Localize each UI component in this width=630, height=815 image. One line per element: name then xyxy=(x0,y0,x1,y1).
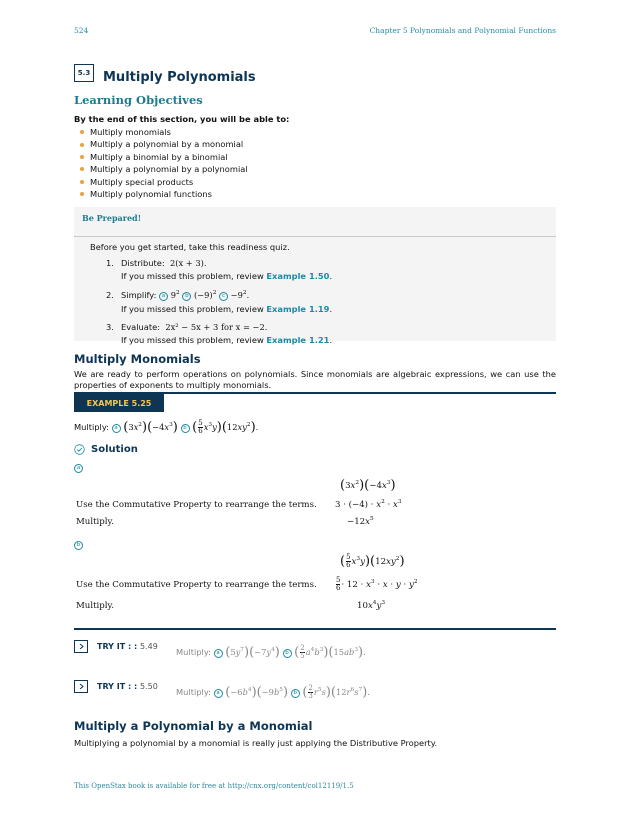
part-a-icon: a xyxy=(74,464,83,473)
question-3: Evaluate: 2x² − 5x + 3 for x = −2. xyxy=(121,322,268,332)
try-it-label: TRY IT : : 5.50 xyxy=(97,682,158,691)
multiply-monomials-paragraph: We are ready to perform operations on polynomials. Since monomials are algebraic expressions, we can use the properties of exponents to multiply monomials. xyxy=(74,369,556,390)
math-expression: $(5y^7)(-7y^4)$ xyxy=(225,645,280,660)
bullet-icon xyxy=(80,180,84,184)
question-number: 2. xyxy=(106,290,114,300)
bullet-icon xyxy=(80,167,84,171)
be-prepared-intro: Before you get started, take this readiness quiz. xyxy=(90,242,290,252)
example-link[interactable]: Example 1.21 xyxy=(266,335,330,345)
part-c-icon: c xyxy=(219,292,228,301)
example-link[interactable]: Example 1.19 xyxy=(266,304,330,314)
step-label: Multiply. xyxy=(76,517,114,527)
question-1-review: If you missed this problem, review Example 1.50. xyxy=(121,271,333,281)
example-link[interactable]: Example 1.50 xyxy=(266,271,330,281)
list-item: Multiply a polynomial by a monomial xyxy=(80,138,248,150)
math-expression: ( $\frac{2}{5}$ $a^4b^3)(15ab^3)$. xyxy=(294,644,366,660)
section-number-badge: 5.3 xyxy=(74,64,94,82)
question-3-review: If you missed this problem, review Example 1.21. xyxy=(121,335,333,345)
list-item: Multiply monomials xyxy=(80,126,248,138)
step-label: Use the Commutative Property to rearrange the terms. xyxy=(76,580,317,590)
part-b-icon: b xyxy=(181,424,190,433)
solution-title: Solution xyxy=(91,444,138,455)
question-2-review: If you missed this problem, review Example 1.19. xyxy=(121,304,333,314)
math-expression: $3 \cdot (-4) \cdot x^2 \cdot x^3$ xyxy=(335,499,402,510)
page-number: 524 xyxy=(74,26,89,35)
part-a-icon: a xyxy=(112,424,121,433)
question-2: Simplify: a $9^2$ b $(-9)^2$ $c -9^2$. xyxy=(121,290,250,300)
math-expression: ( $\frac{2}{3}$ $r^5s)(12r^6s^7)$. xyxy=(302,684,370,700)
footer-text: This OpenStax book is available for free at http://cnx.org/content/col12119/1.5 xyxy=(74,782,354,790)
math-expression: $(-6b^4)(-9b^5)$ xyxy=(225,685,289,700)
chevron-right-icon xyxy=(78,683,85,690)
math-expression: $(3x^2)(-4x^3)$ xyxy=(340,478,396,493)
part-b-label xyxy=(74,540,83,550)
math-expression: ( $\frac{5}{6}$ $x^3y)(12xy^2)$. xyxy=(192,419,259,435)
part-a-icon: a xyxy=(214,689,223,698)
part-a-icon: a xyxy=(214,649,223,658)
expand-button[interactable] xyxy=(74,640,88,653)
bullet-icon xyxy=(80,192,84,196)
example-end-rule xyxy=(74,628,556,630)
math-expression: $9^2$ xyxy=(170,290,180,300)
math-expression: $(3x^2)(-4x^3)$ xyxy=(123,420,178,435)
poly-by-mono-heading: Multiply a Polynomial by a Monomial xyxy=(74,719,313,733)
part-b-icon: b xyxy=(182,292,191,301)
learning-objectives-intro: By the end of this section, you will be able to: xyxy=(74,114,290,124)
bullet-icon xyxy=(80,155,84,159)
part-a-icon: a xyxy=(159,292,168,301)
math-expression: $10x^4y^3$ xyxy=(357,600,386,611)
example-label: EXAMPLE 5.25 xyxy=(74,394,164,412)
list-item: Multiply a polynomial by a polynomial xyxy=(80,163,248,175)
math-expression: 2(x + 3). xyxy=(169,258,207,268)
learning-objectives-heading: Learning Objectives xyxy=(74,93,203,107)
math-expression: x = −2. xyxy=(235,322,268,332)
step-label: Multiply. xyxy=(76,601,114,611)
list-item: Multiply polynomial functions xyxy=(80,188,248,200)
math-expression: ( $\frac{5}{6}$ $x^3y)(12xy^2)$ xyxy=(340,553,405,569)
learning-objectives-list xyxy=(80,126,248,200)
part-a-label xyxy=(74,463,83,473)
step-label: Use the Commutative Property to rearrange the terms. xyxy=(76,500,317,510)
bullet-icon xyxy=(80,130,84,134)
math-expression: $\frac{5}{6}$ · $12 \cdot x^3 \cdot x \cdot y \cdot y^2$ xyxy=(336,576,418,592)
question-1: Distribute: 2(x + 3). xyxy=(121,258,207,268)
poly-by-mono-paragraph: Multiplying a polynomial by a monomial is really just applying the Distributive Property. xyxy=(74,738,438,748)
try-it-question: Multiply: a $(5y^7)(-7y^4)$ b ( $\frac{2}{5}$ $a^4b^3)(15ab^3)$. xyxy=(176,644,366,660)
list-item: Multiply a binomial by a binomial xyxy=(80,151,248,163)
part-b-icon: b xyxy=(74,541,83,550)
try-it-label: TRY IT : : 5.49 xyxy=(97,642,158,651)
question-number: 3. xyxy=(106,322,114,332)
part-b-icon: b xyxy=(283,649,292,658)
be-prepared-title: Be Prepared! xyxy=(82,213,142,223)
example-question: Multiply: a $(3x^2)(-4x^3)$ b ( $\frac{5}{6}$ $x^3y)(12xy^2)$. xyxy=(74,419,259,435)
chevron-right-icon xyxy=(78,643,85,650)
math-expression: $-9^2$. xyxy=(230,290,250,300)
chapter-title: Chapter 5 Polynomials and Polynomial Functions xyxy=(369,26,556,35)
math-expression: 2x² − 5x + 3 xyxy=(165,322,219,332)
bullet-icon xyxy=(80,143,84,147)
math-expression: $(-9)^2$ xyxy=(193,290,217,300)
list-item: Multiply special products xyxy=(80,176,248,188)
expand-button[interactable] xyxy=(74,680,88,693)
math-expression: $-12x^5$ xyxy=(347,516,374,527)
try-it-question: Multiply: a $(-6b^4)(-9b^5)$ b ( $\frac{2}{3}$ $r^5s)(12r^6s^7)$. xyxy=(176,684,370,700)
be-prepared-header xyxy=(74,207,556,237)
question-number: 1. xyxy=(106,258,114,268)
checkmark-circle-icon xyxy=(74,444,85,455)
part-b-icon: b xyxy=(291,689,300,698)
section-title: Multiply Polynomials xyxy=(103,70,256,85)
multiply-monomials-heading: Multiply Monomials xyxy=(74,352,201,366)
